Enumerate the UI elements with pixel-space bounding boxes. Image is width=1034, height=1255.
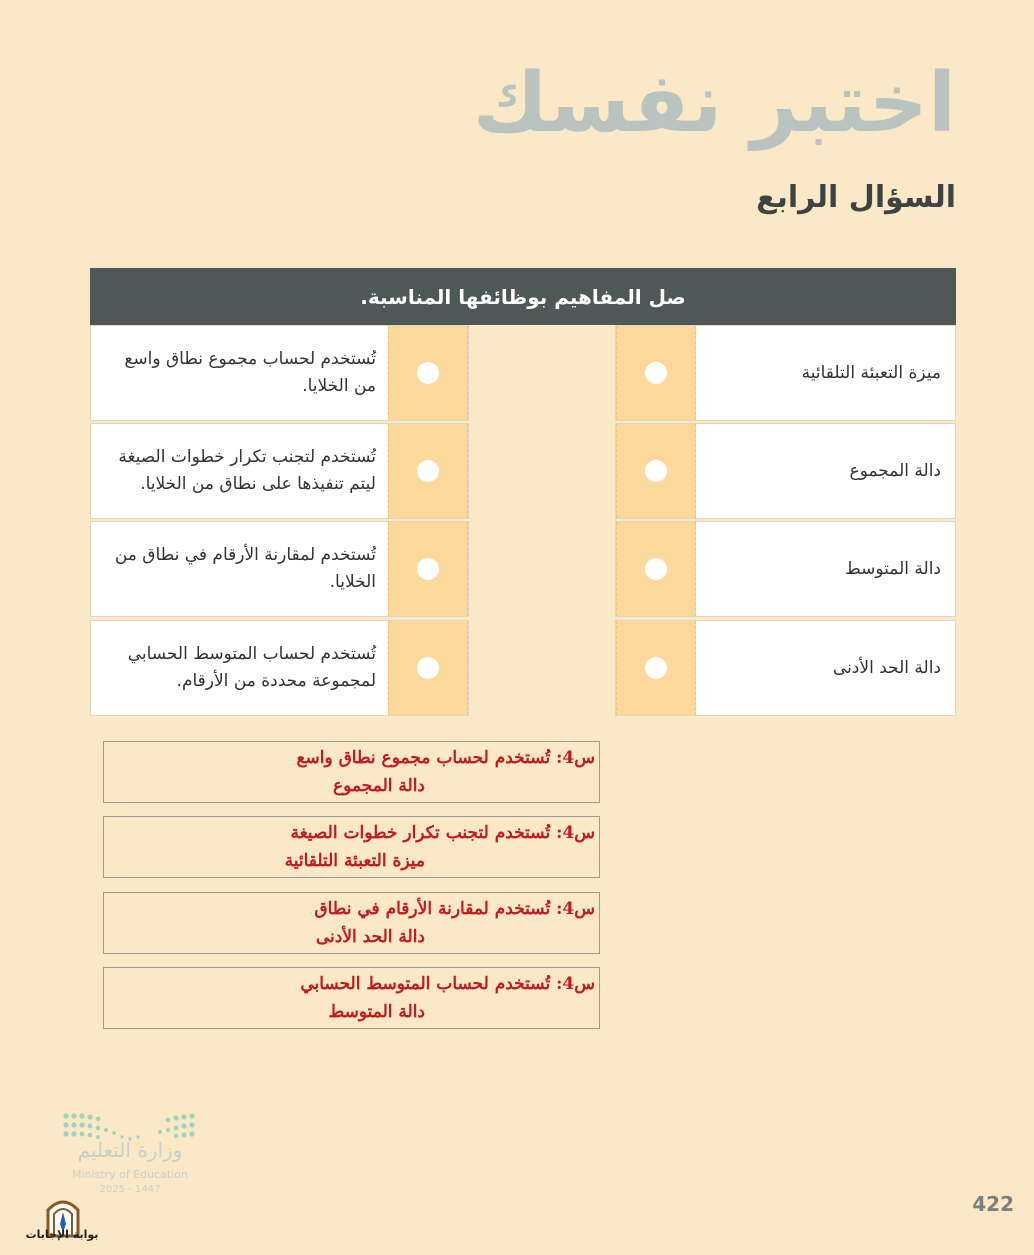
dot-strip [388,522,468,616]
instruction-text: صل المفاهيم بوظائفها المناسبة. [360,284,686,309]
concepts-column [615,325,956,718]
dot-strip [616,621,696,715]
dot-strip [616,522,696,616]
description-row [90,325,469,421]
match-dot[interactable] [645,460,667,482]
answer-box [103,967,600,1029]
dot-strip [616,326,696,420]
site-name: بوابة الإجابات [25,1228,99,1241]
ministry-year: 2025 - 1447 [99,1184,161,1195]
dot-strip [388,621,468,715]
answer-value: دالة الحد الأدنى [315,927,425,947]
answer-box [103,741,600,803]
answer-value: دالة المتوسط [328,1002,425,1022]
concept-row [615,620,956,716]
description-label: تُستخدم لمقارنة الأرقام في نطاق من الخلايا. [114,544,376,592]
dot-strip [616,424,696,518]
ministry-name-ar: وزارة التعليم [77,1138,183,1162]
answer-question: س4: تُستخدم لتجنب تكرار خطوات الصيغة [290,823,595,843]
matching-table [90,268,956,718]
concept-row [615,423,956,519]
description-label: تُستخدم لحساب مجموع نطاق واسع من الخلايا. [124,348,376,396]
answer-value: ميزة التعبئة التلقائية [284,851,425,871]
description-label: تُستخدم لتجنب تكرار خطوات الصيغة ليتم تنفيذها على نطاق من الخلايا. [118,446,376,494]
match-dot[interactable] [417,460,439,482]
concept-label: ميزة التعبئة التلقائية [801,363,941,383]
concept-row [615,325,956,421]
concept-label: دالة الحد الأدنى [832,658,941,678]
answer-value: دالة المجموع [333,776,425,796]
answer-box [103,892,600,954]
section-title: السؤال الرابع [756,180,956,215]
dot-strip [388,424,468,518]
concept-label: دالة المتوسط [844,559,941,579]
answer-question: س4: تُستخدم لمقارنة الأرقام في نطاق [314,899,595,919]
match-dot[interactable] [645,558,667,580]
answer-question: س4: تُستخدم لحساب مجموع نطاق واسع [296,748,595,768]
description-row [90,620,469,716]
description-row [90,521,469,617]
answer-box [103,816,600,878]
match-dot[interactable] [417,558,439,580]
descriptions-column [90,325,469,718]
concept-row [615,521,956,617]
page-title: اختبر نفسك [472,56,956,151]
match-dot[interactable] [645,657,667,679]
description-row [90,423,469,519]
answer-question: س4: تُستخدم لحساب المتوسط الحسابي [300,974,595,994]
description-label: تُستخدم لحساب المتوسط الحسابي لمجموعة محددة من الأرقام. [127,643,376,691]
ministry-name-en: Ministry of Education [71,1168,188,1181]
table-header [90,268,956,325]
match-dot[interactable] [417,362,439,384]
dot-strip [388,326,468,420]
concept-label: دالة المجموع [849,461,941,481]
match-dot[interactable] [645,362,667,384]
page-number: 422 [972,1192,1014,1216]
match-dot[interactable] [417,657,439,679]
